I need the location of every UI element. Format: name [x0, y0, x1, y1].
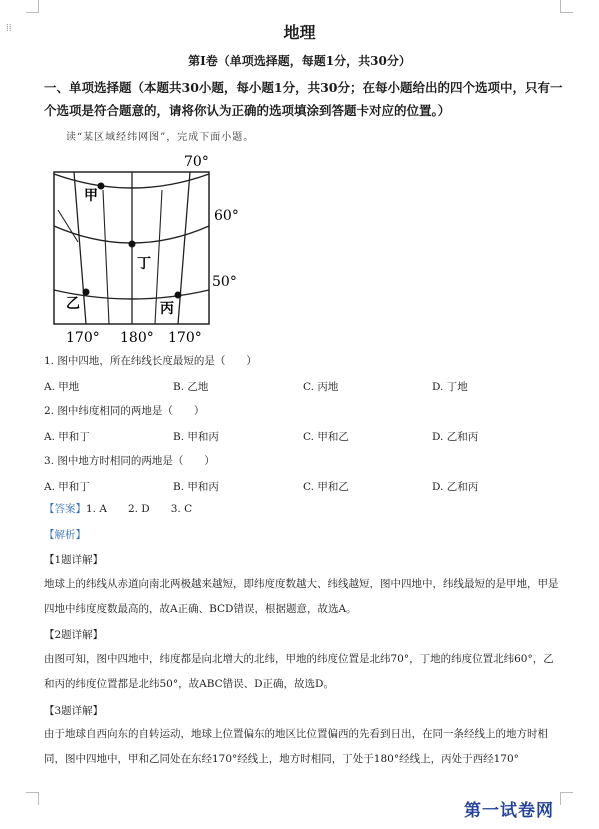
point-label-yi: 乙: [66, 296, 80, 312]
detail-3-heading: 【3题详解】: [44, 705, 104, 717]
meridian-minor-1: [58, 210, 78, 242]
answer-line: [44, 501, 192, 516]
point-ding: [129, 241, 136, 248]
page-title: 地理: [283, 23, 316, 42]
question-3-stem: 3. 图中地方时相同的两地是（ ）: [44, 455, 215, 467]
lat-label-70: 70°: [184, 154, 209, 170]
detail-1-heading: 【1题详解】: [44, 554, 104, 566]
corner-mark-top-right: [560, 0, 573, 13]
q3-option-d[interactable]: D. 乙和丙: [432, 481, 479, 493]
point-bing: [175, 292, 182, 299]
analysis-tag: 【解析】: [44, 529, 86, 541]
detail-2-text: 由图可知，图中四地中，纬度都是向北增大的北纬，甲地的纬度位置是北纬70°，丁地的纬度位置北纬60°，乙和丙的纬度位置都是北纬50°，故ABC错误、D正确，故选D。: [44, 653, 554, 690]
q1-option-a[interactable]: A. 甲地: [44, 381, 80, 393]
point-label-ding: 丁: [137, 256, 151, 272]
lat-label-50: 50°: [212, 274, 237, 290]
detail-2-heading: 【2题详解】: [44, 629, 104, 641]
corner-mark-bottom-left: [26, 792, 39, 805]
answer-text: 1. A 2. D 3. C: [86, 503, 193, 515]
q3-option-b[interactable]: B. 甲和丙: [173, 481, 219, 493]
answer-tag: 【答案】: [44, 503, 86, 515]
lon-label-180: 180°: [120, 330, 154, 346]
q2-option-a[interactable]: A. 甲和丁: [44, 431, 90, 443]
q3-option-c[interactable]: C. 甲和乙: [303, 481, 349, 493]
corner-mark-top-left: [26, 0, 39, 13]
drag-handle-icon[interactable]: ⁞⁞: [6, 23, 12, 34]
point-label-jia: 甲: [84, 188, 98, 204]
point-yi: [83, 289, 90, 296]
lat-label-60: 60°: [214, 208, 239, 224]
corner-mark-bottom-right: [560, 792, 573, 805]
meridian-minor-2: [103, 190, 109, 324]
lon-label-w170: 170°: [168, 330, 202, 346]
q1-option-c[interactable]: C. 丙地: [303, 381, 339, 393]
point-label-bing: 丙: [160, 301, 174, 317]
detail-3-text: 由于地球自西向东的自转运动，地球上位置偏东的地区比位置偏西的先看到日出，在同一条经线上的地方时相同，图中四地中，甲和乙同处在东经170°经线上，地方时相同，丁处于180°经线上，丙处于西经170°: [44, 728, 548, 765]
site-logo[interactable]: 第一试卷网: [464, 801, 554, 821]
question-2-stem: 2. 图中纬度相同的两地是（ ）: [44, 405, 205, 417]
question-1-stem: 1. 图中四地，所在纬线长度最短的是（ ）: [44, 355, 257, 367]
q3-option-a[interactable]: A. 甲和丁: [44, 481, 90, 493]
point-jia: [98, 183, 105, 190]
detail-1-text: 地球上的纬线从赤道向南北两极越来越短，即纬度度数越大、纬线越短，图中四地中，纬线最短的是甲地，甲是四地中纬度度数最高的，故A正确、BCD错误，根据题意，故选A。: [44, 578, 559, 615]
q2-option-d[interactable]: D. 乙和丙: [432, 431, 479, 443]
q1-option-b[interactable]: B. 乙地: [173, 381, 209, 393]
section-heading: 一、单项选择题（本题共30小题，每小题1分，共30分；在每小题给出的四个选项中，只有一个选项是符合题意的，请将你认为正确的选项填涂到答题卡对应的位置。）: [44, 80, 563, 118]
q2-option-c[interactable]: C. 甲和乙: [303, 431, 349, 443]
q1-option-d[interactable]: D. 丁地: [432, 381, 468, 393]
lon-label-e170: 170°: [66, 330, 100, 346]
q2-option-b[interactable]: B. 甲和丙: [173, 431, 219, 443]
meridian-w170: [178, 172, 190, 324]
section-subtitle: 第Ⅰ卷（单项选择题，每题1分，共30分）: [188, 54, 411, 68]
question-intro: 读“某区域经纬网图”，完成下面小题。: [66, 132, 255, 143]
latitude-longitude-map: [44, 150, 254, 354]
